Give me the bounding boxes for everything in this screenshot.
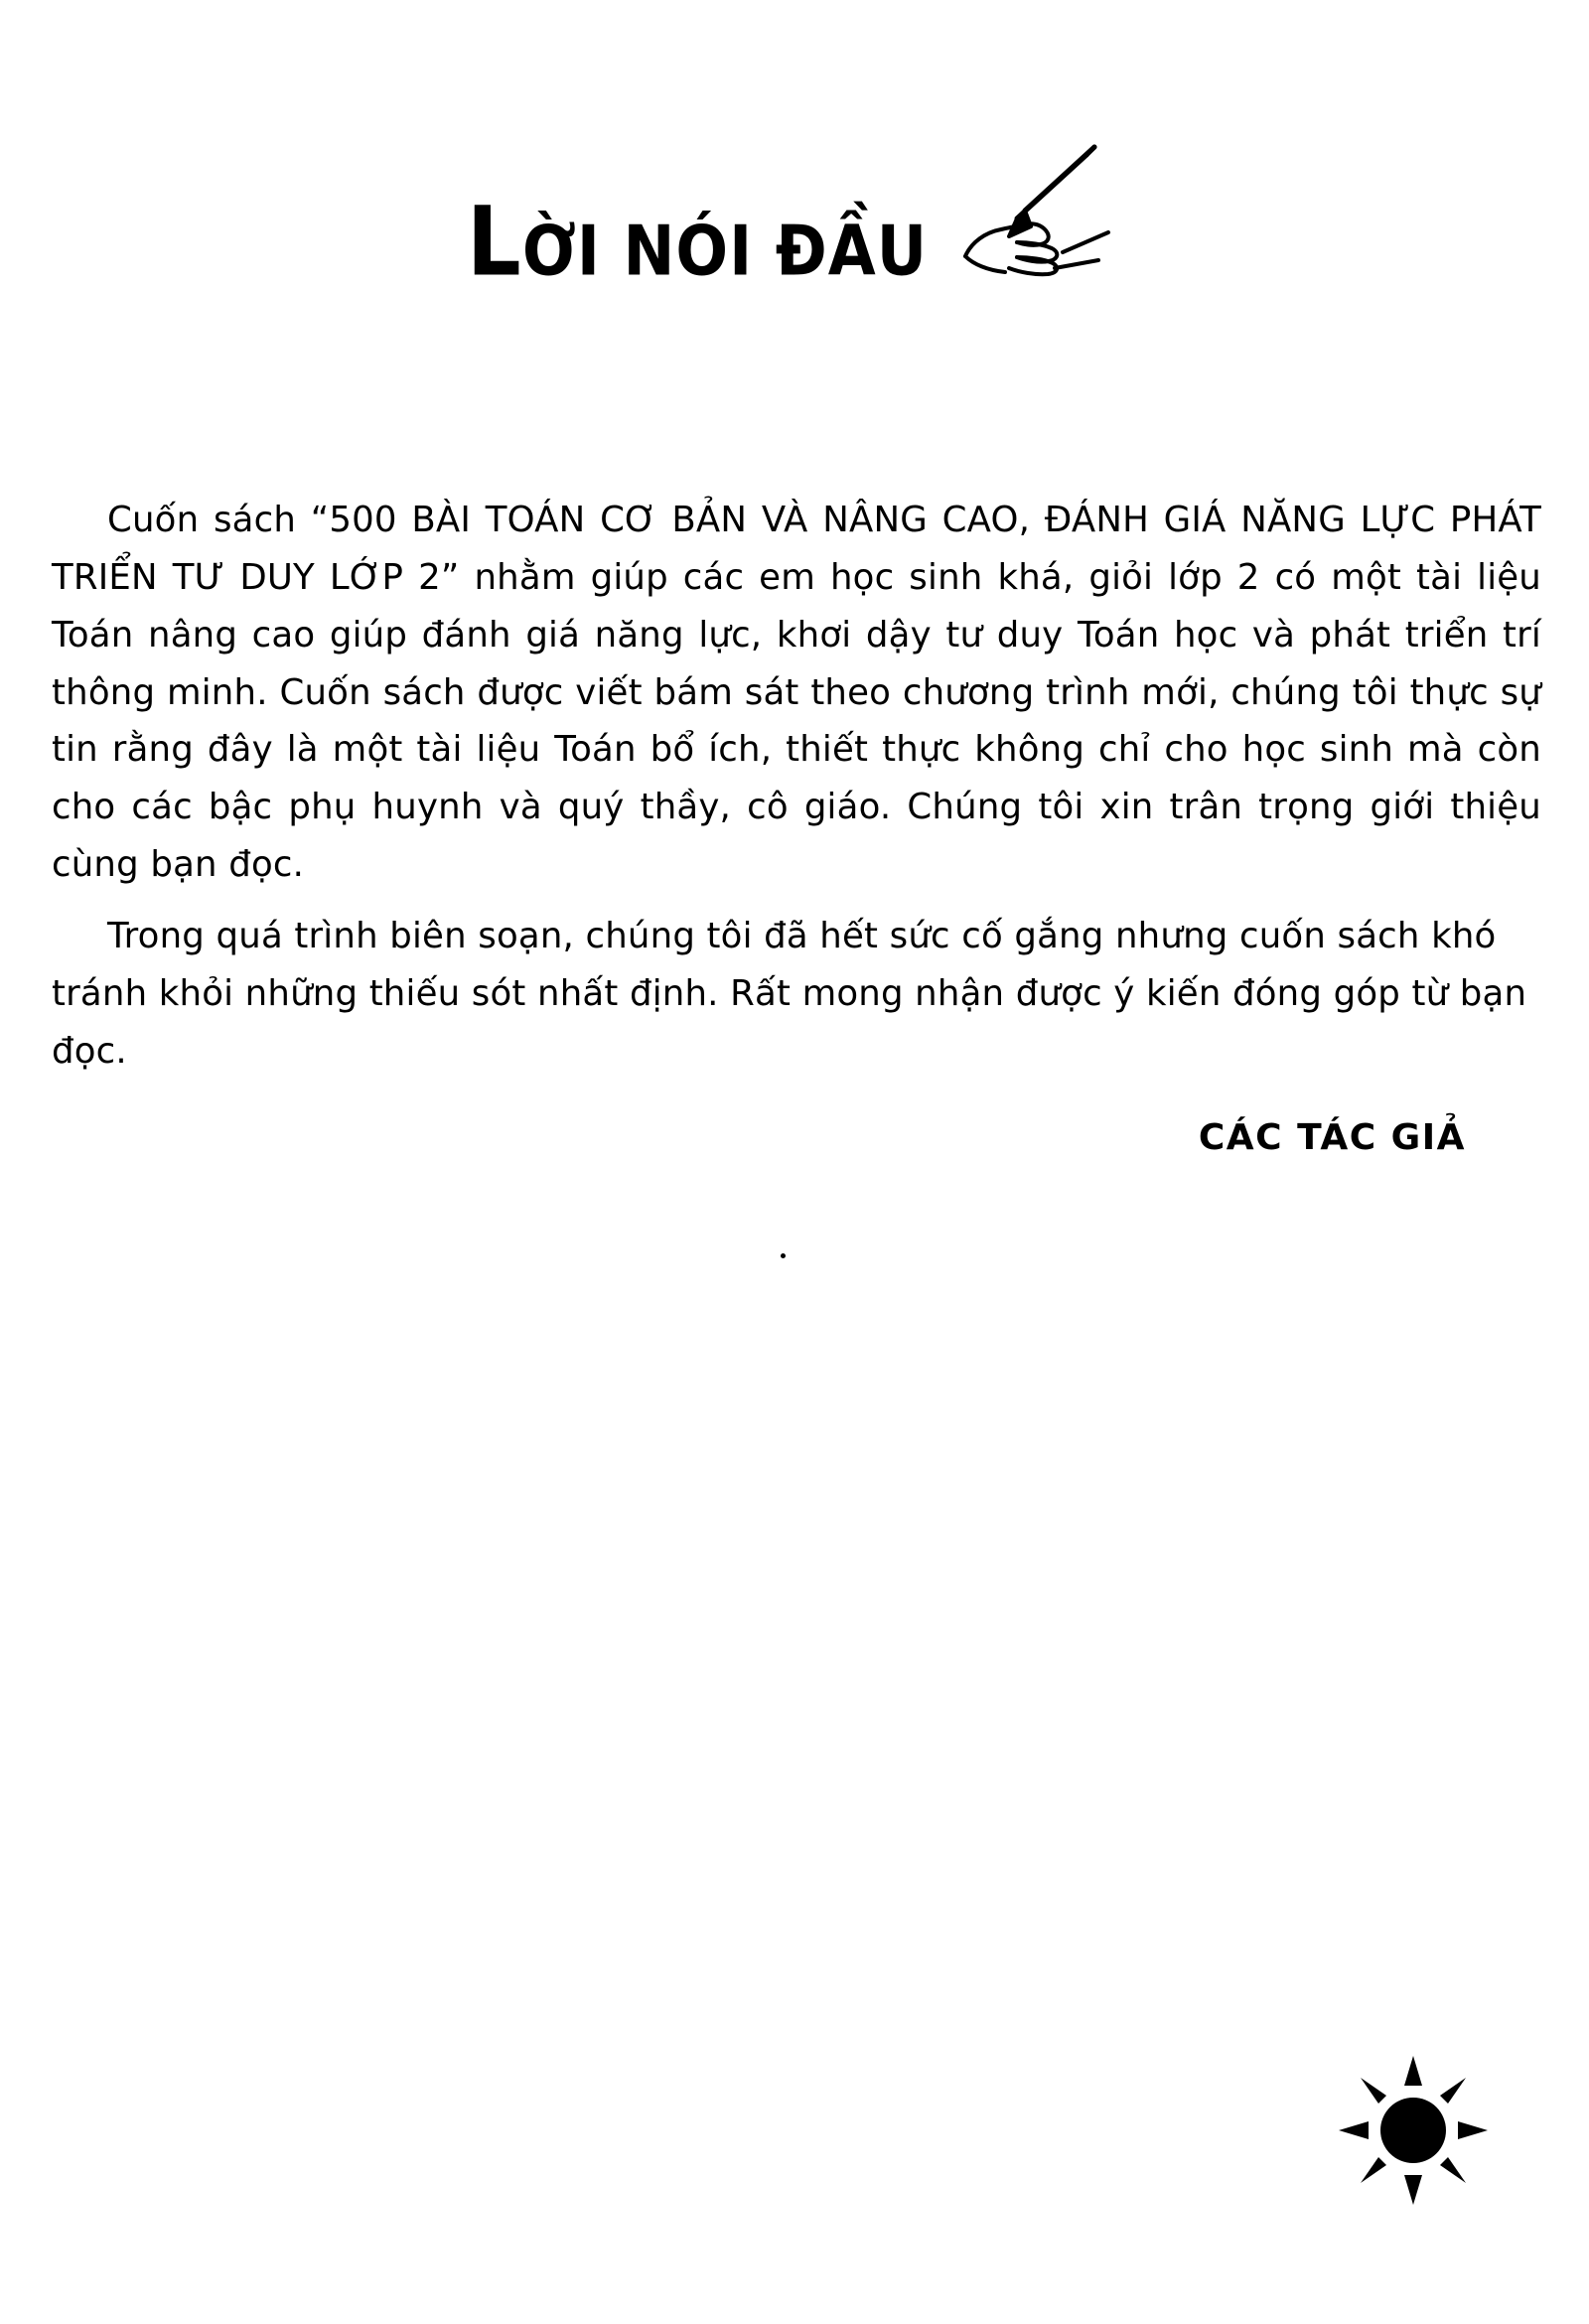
page-title-text: [466, 187, 929, 299]
page-title: [0, 187, 1589, 299]
decorative-dot: [781, 1253, 786, 1258]
paragraph-2: Trong quá trình biên soạn, chúng tôi đã hết sức cố gắng nhưng cuốn sách khó tránh khỏi những thiếu sót nhất định. Rất mong nhận được ý kiến đóng góp từ bạn đọc.: [52, 916, 1527, 1072]
page-title-drop-cap: L: [466, 187, 522, 299]
hand-writing-pen-icon: [914, 133, 1122, 286]
preface-body: [52, 492, 1541, 1083]
paragraph-1: Cuốn sách “500 BÀI TOÁN CƠ BẢN VÀ NÂNG CAO, ĐÁNH GIÁ NĂNG LỰC PHÁT TRIỂN TƯ DUY LỚP 2” nhằm giúp các em học sinh khá, giỏi lớp 2 có một tài liệu Toán nâng cao giúp đánh giá năng lực, khơi dậy tư duy Toán học và phát triển trí thông minh. Cuốn sách được viết bám sát theo chương trình mới, chúng tôi thực sự tin rằng đây là một tài liệu Toán bổ ích, thiết thực không chỉ cho học sinh mà còn cho các bậc phụ huynh và quý thầy, cô giáo. Chúng tôi xin trân trọng giới thiệu cùng bạn đọc.: [52, 500, 1541, 886]
sun-ornament-icon: [1339, 2056, 1488, 2205]
page-title-remainder: ỜI NÓI ĐẦU: [521, 210, 929, 292]
authors-signature: CÁC TÁC GIẢ: [1198, 1117, 1466, 1158]
